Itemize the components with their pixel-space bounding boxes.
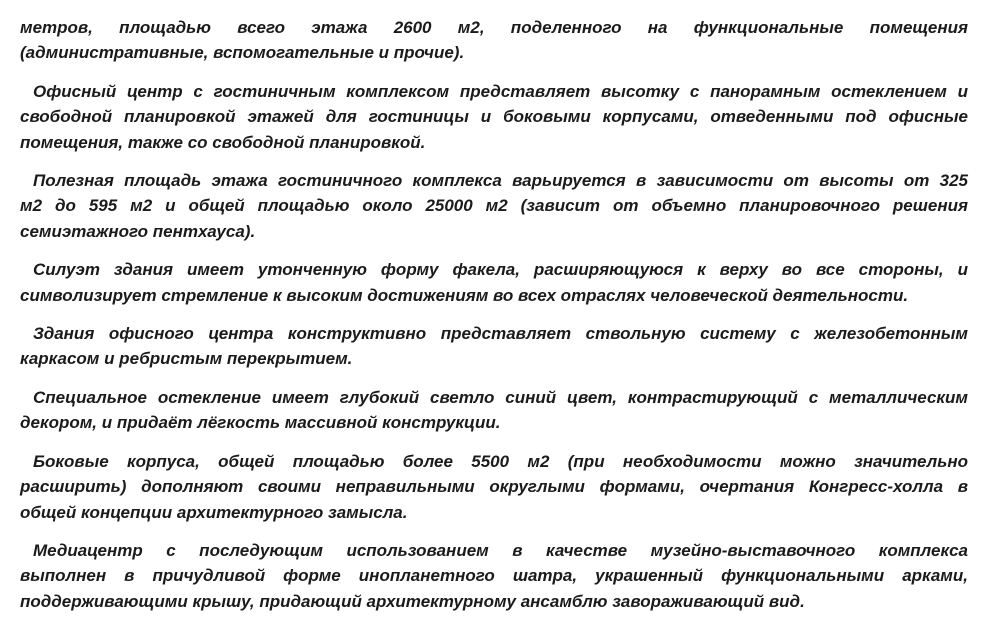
text-line: метров, площадью всего этажа 2600 м2, поделенного на функциональные помещения [20,18,968,37]
text-line: расширить) дополняют своими неправильными округлыми формами, очертания Конгресс-холла в [20,477,968,497]
text-line: Полезная площадь этажа гостиничного комплекса варьируется в зависимости от высоты от 325 [33,171,968,191]
text-line: Медиацентр с последующим использованием в качестве музейно-выставочного комплекса [33,540,968,560]
text-line: Офисный центр с гостиничным комплексом представляет высотку с панорамным остеклением и [33,81,968,101]
text-line: Силуэт здания имеет утонченную форму факела, расширяющуюся к верху во все стороны, и [33,260,968,280]
paragraph-8 [20,538,968,614]
text-line: (административные, вспомогательные и прочие). [20,43,465,63]
text-line: поддерживающими крышу, придающий архитектурному ансамблю завораживающий вид. [20,591,805,611]
text-line: Боковые корпуса, общей площадью более 5500 м2 (при необходимости можно значительно [33,451,968,471]
text-line: символизирует стремление к высоким достижениям во всех отраслях человеческой деятельности. [20,285,909,305]
paragraph-1 [20,15,968,66]
text-line: семиэтажного пентхауса). [20,221,256,241]
text-line: помещения, также со свободной планировкой. [20,132,426,152]
paragraph-4 [20,257,968,308]
text-line: каркасом и ребристым перекрытием. [20,349,353,369]
text-line: декором, и придаёт лёгкость массивной конструкции. [20,413,501,433]
paragraph-2 [20,79,968,155]
text-line: Специальное остекление имеет глубокий светло синий цвет, контрастирующий с металлическим [33,387,968,407]
text-line: Здания офисного центра конструктивно представляет ствольную систему с железобетонным [33,324,968,344]
paragraph-7 [20,449,968,525]
paragraph-3 [20,168,968,244]
paragraph-5 [20,321,968,372]
text-line: свободной планировкой этажей для гостиницы и боковыми корпусами, отведенными под офисные [20,107,968,127]
text-line: м2 до 595 м2 и общей площадью около 25000 м2 (зависит от объемно планировочного решения [20,196,968,216]
text-line: выполнен в причудливой форме инопланетного шатра, украшенный функциональными арками, [20,566,968,586]
text-line: общей концепции архитектурного замысла. [20,502,408,522]
paragraph-6 [20,385,968,436]
